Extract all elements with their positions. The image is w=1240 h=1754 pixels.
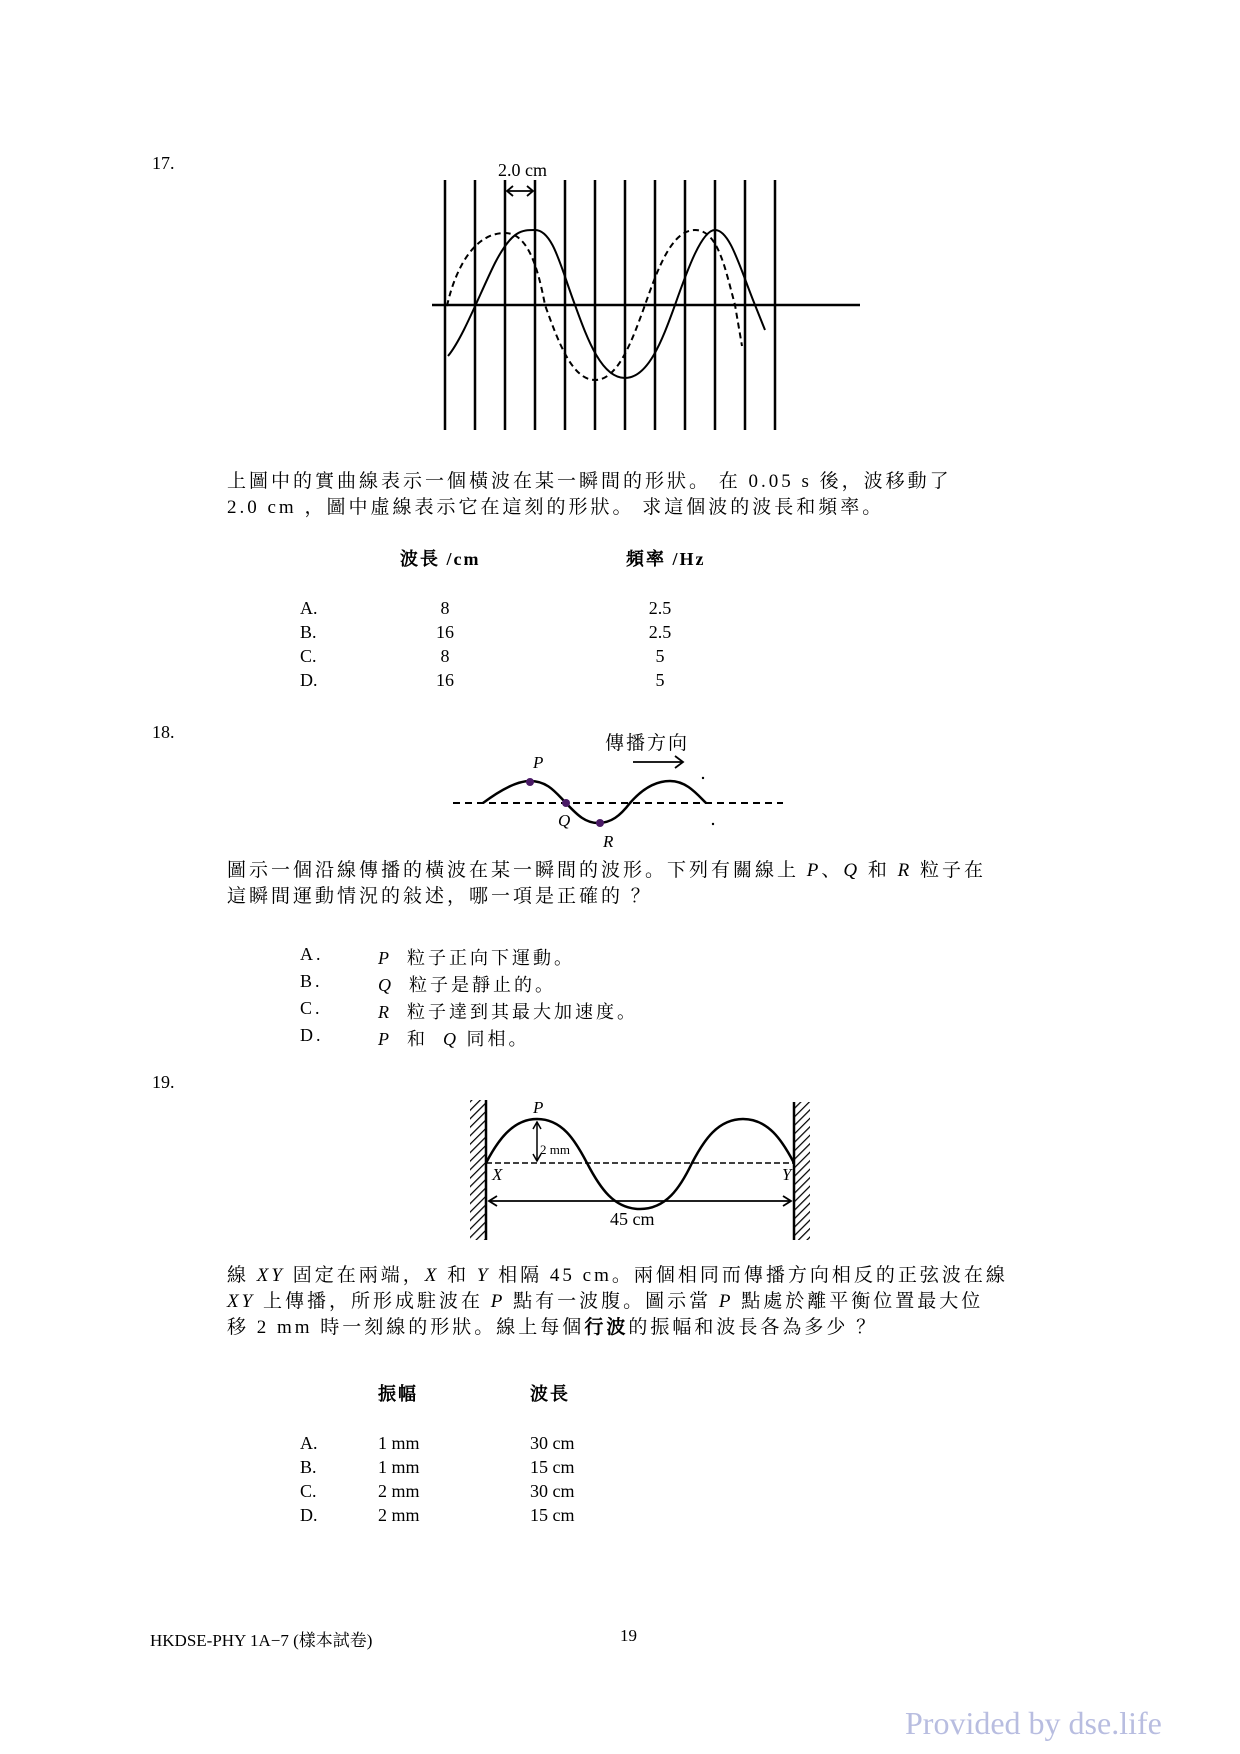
q17-option-frequency: 5 [655, 670, 665, 690]
q19-option-amplitude: 2 mm [378, 1505, 420, 1525]
q18-option-letter: C. [300, 998, 323, 1018]
q19-option-letter: A. [300, 1433, 318, 1453]
q19-option-amplitude: 1 mm [378, 1457, 420, 1477]
q17-option-wavelength: 8 [440, 646, 450, 666]
q19-option-amplitude: 1 mm [378, 1433, 420, 1453]
q19-header-wavelength: 波長 [530, 1384, 570, 1404]
q17-dimension-label: 2.0 cm [498, 160, 547, 180]
q17-header-frequency: 頻率 /Hz [626, 549, 706, 569]
question-number-17: 17. [152, 153, 175, 173]
question-number-19: 19. [152, 1072, 175, 1092]
q19-option-amplitude: 2 mm [378, 1481, 420, 1501]
q18-direction-arrow [633, 756, 683, 768]
q19-option-wavelength: 30 cm [530, 1433, 575, 1453]
q18-label-p: P [533, 753, 544, 772]
q18-point-p [526, 778, 534, 786]
footer-exam-code: HKDSE-PHY 1A−7 (樣本試卷) [150, 1631, 373, 1650]
q19-option-letter: C. [300, 1481, 317, 1501]
q19-option-wavelength: 15 cm [530, 1457, 575, 1477]
q19-label-p: P [533, 1098, 544, 1117]
q17-option-frequency: 2.5 [648, 622, 672, 642]
q19-standing-wave-figure [462, 1092, 822, 1242]
q19-amplitude-label: 2 mm [540, 1142, 570, 1157]
watermark-link[interactable]: Provided by dse.life [905, 1705, 1162, 1741]
q19-question-line-2: XY 上傳播，所形成駐波在 P 點有一波腹。圖示當 P 點處於離平衡位置最大位 [227, 1291, 984, 1312]
q19-option-wavelength: 30 cm [530, 1481, 575, 1501]
q17-option-letter: B. [300, 622, 317, 642]
q18-question-line-1: 圖示一個沿線傳播的橫波在某一瞬間的波形。下列有關線上 P、Q 和 R 粒子在 [227, 860, 987, 881]
q18-option-text: R 粒子達到其最大加速度。 [378, 1002, 638, 1022]
q17-option-frequency: 2.5 [648, 598, 672, 618]
q19-right-wall [794, 1102, 810, 1240]
q18-wave-figure [448, 728, 788, 848]
q17-option-wavelength: 16 [436, 670, 454, 690]
q17-dimension-arrow [507, 186, 533, 196]
q17-option-frequency: 5 [655, 646, 665, 666]
q17-question-line-2: 2.0 cm ，圖中虛線表示它在這刻的形狀。 求這個波的波長和頻率。 [227, 497, 885, 518]
q19-label-x: X [492, 1165, 503, 1184]
q18-label-q: Q [558, 811, 571, 830]
q19-wave-curve [486, 1119, 794, 1209]
q19-question-line-1: 線 XY 固定在兩端，X 和 Y 相隔 45 cm。兩個相同而傳播方向相反的正弦波在線 [227, 1265, 1008, 1286]
q18-point-q [562, 799, 570, 807]
q19-left-wall [470, 1100, 486, 1240]
q18-point-r [596, 819, 604, 827]
q18-direction-label: 傳播方向 [605, 733, 690, 754]
q18-option-letter: B. [300, 971, 323, 991]
q18-option-letter: A. [300, 944, 324, 964]
question-number-18: 18. [152, 722, 175, 742]
q17-option-letter: D. [300, 670, 318, 690]
q17-option-wavelength: 16 [436, 622, 454, 642]
q18-option-letter: D. [300, 1025, 324, 1045]
q19-label-y: Y [782, 1165, 792, 1184]
q19-question-line-3: 移 2 mm 時一刻線的形狀。線上每個行波的振幅和波長各為多少 ？ [227, 1317, 879, 1338]
q19-length-label: 45 cm [610, 1209, 655, 1229]
q19-option-letter: B. [300, 1457, 317, 1477]
q18-label-r: R [603, 832, 614, 848]
q17-option-letter: A. [300, 598, 318, 618]
q18-question-line-2: 這瞬間運動情況的敍述，哪一項是正確的 ？ [227, 886, 653, 907]
q19-option-wavelength: 15 cm [530, 1505, 575, 1525]
q17-question-line-1: 上圖中的實曲線表示一個橫波在某一瞬間的形狀。 在 0.05 s 後，波移動了 [227, 471, 952, 492]
q19-header-amplitude: 振幅 [378, 1384, 418, 1404]
q17-wave-figure [420, 158, 870, 433]
q17-header-wavelength: 波長 /cm [400, 549, 481, 569]
q19-length-arrow [489, 1196, 791, 1206]
q18-option-text: P 和 Q 同相。 [378, 1029, 530, 1049]
q18-option-text: Q 粒子是靜止的。 [378, 975, 556, 995]
q19-option-letter: D. [300, 1505, 318, 1525]
footer-page-number: 19 [620, 1626, 637, 1645]
q17-option-wavelength: 8 [440, 598, 450, 618]
q17-option-letter: C. [300, 646, 317, 666]
q18-option-text: P 粒子正向下運動。 [378, 948, 575, 968]
